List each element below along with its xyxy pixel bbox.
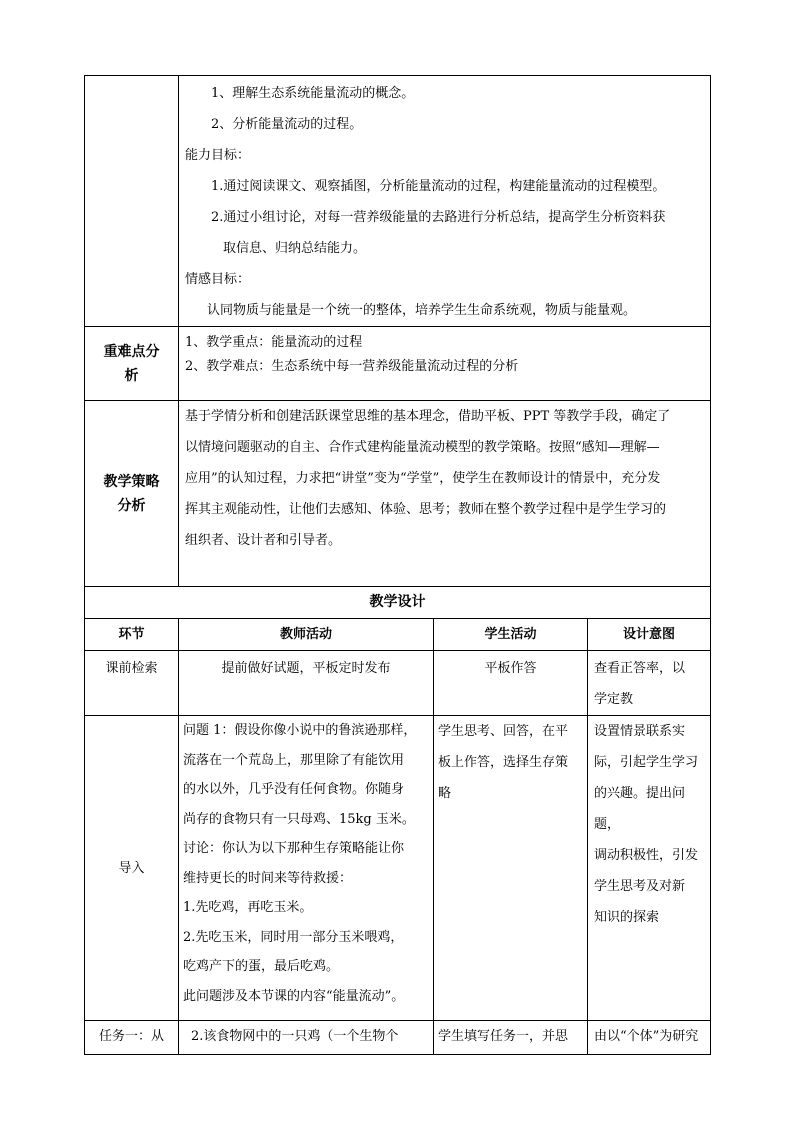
ability-item-2-cont: 取信息、归纳总结能力。 (223, 241, 367, 256)
strategy-line-1: 基于学情分析和创建活跃课堂思维的基本理念，借助平板、PPT 等教学手段，确定了 (185, 409, 671, 424)
student-cell: 平板作答 (434, 651, 588, 716)
intent-cell: 查看正答率，以 学定教 (588, 651, 711, 716)
objectives-row (85, 76, 711, 327)
key-points-content (179, 327, 711, 401)
key-points-label: 重难点分 析 (85, 327, 179, 401)
table-row (85, 651, 711, 716)
strategy-line-3: 应用”的认知过程，力求把“讲堂”变为“学堂”，使学生在教师设计的情景中，充分发 (185, 471, 661, 486)
design-header-row (85, 619, 711, 651)
stage-cell: 导入 (85, 716, 179, 1021)
ability-item-2: 2.通过小组讨论，对每一营养级能量的去路进行分析总结，提高学生分析资料获 (211, 210, 666, 225)
strategy-row (85, 401, 711, 587)
intent-cell: 设置情景联系实 际，引起学生学习 的兴趣。提出问题， 调动积极性，引发 学生思考及对新 知识的探索 (588, 716, 711, 1021)
header-student: 学生活动 (434, 619, 588, 651)
strategy-line-5: 组织者、设计者和引导者。 (185, 533, 342, 548)
student-cell: 学生填写任务一，并思 (434, 1021, 588, 1055)
emotion-heading: 情感目标： (185, 272, 251, 287)
teacher-cell: 2.该食物网中的一只鸡（一个生物个 (179, 1021, 434, 1055)
strategy-content (179, 401, 711, 587)
lesson-plan-page (84, 75, 710, 1043)
objectives-label-cell (85, 76, 179, 327)
design-title-row (85, 587, 711, 619)
design-title: 教学设计 (85, 587, 711, 619)
key-point-1: 1、教学重点：能量流动的过程 (185, 335, 363, 350)
objectives-content (179, 76, 711, 327)
strategy-line-4: 挥其主观能动性，让他们去感知、体验、思考；教师在整个教学过程中是学生学习的 (185, 502, 667, 517)
knowledge-item-2: 2、分析能量流动的过程。 (211, 117, 363, 132)
strategy-line-2: 以情境问题驱动的自主、合作式建构能量流动模型的教学策略。按照“感知—理解— (185, 440, 660, 455)
ability-heading: 能力目标： (185, 148, 251, 163)
knowledge-item-1: 1、理解生态系统能量流动的概念。 (211, 86, 415, 101)
intent-cell: 由以“个体”为研究 (588, 1021, 711, 1055)
key-point-2: 2、教学难点：生态系统中每一营养级能量流动过程的分析 (185, 359, 519, 374)
table-row (85, 716, 711, 1021)
ability-item-1: 1.通过阅读课文、观察插图，分析能量流动的过程，构建能量流动的过程模型。 (211, 179, 666, 194)
teacher-cell: 提前做好试题，平板定时发布 (179, 651, 434, 716)
strategy-label: 教学策略 分析 (85, 401, 179, 587)
student-cell: 学生思考、回答，在平 板上作答，选择生存策 略 (434, 716, 588, 1021)
table-row (85, 1021, 711, 1055)
header-teacher: 教师活动 (179, 619, 434, 651)
emotion-text: 认同物质与能量是一个统一的整体，培养学生生命系统观，物质与能量观。 (207, 303, 637, 318)
header-intent: 设计意图 (588, 619, 711, 651)
header-stage: 环节 (85, 619, 179, 651)
lesson-plan-table (84, 75, 711, 1055)
teacher-cell: 问题 1：假设你像小说中的鲁滨逊那样， 流落在一个荒岛上，那里除了有能饮用 的水以外，几乎没有任何食物。你随身 尚存的食物只有一只母鸡、15kg 玉米。 讨论：你认为以下那种生存策略能让你 维持更长的时间来等待救援： 1.先吃鸡，再吃玉米。 2.先吃玉米，同时用一部分玉米喂鸡， 吃鸡产下的蛋，最后吃鸡。 此问题涉及本节课的内容“能量流动”。 (179, 716, 434, 1021)
stage-cell: 课前检索 (85, 651, 179, 716)
key-points-row (85, 327, 711, 401)
stage-cell: 任务一：从 (85, 1021, 179, 1055)
